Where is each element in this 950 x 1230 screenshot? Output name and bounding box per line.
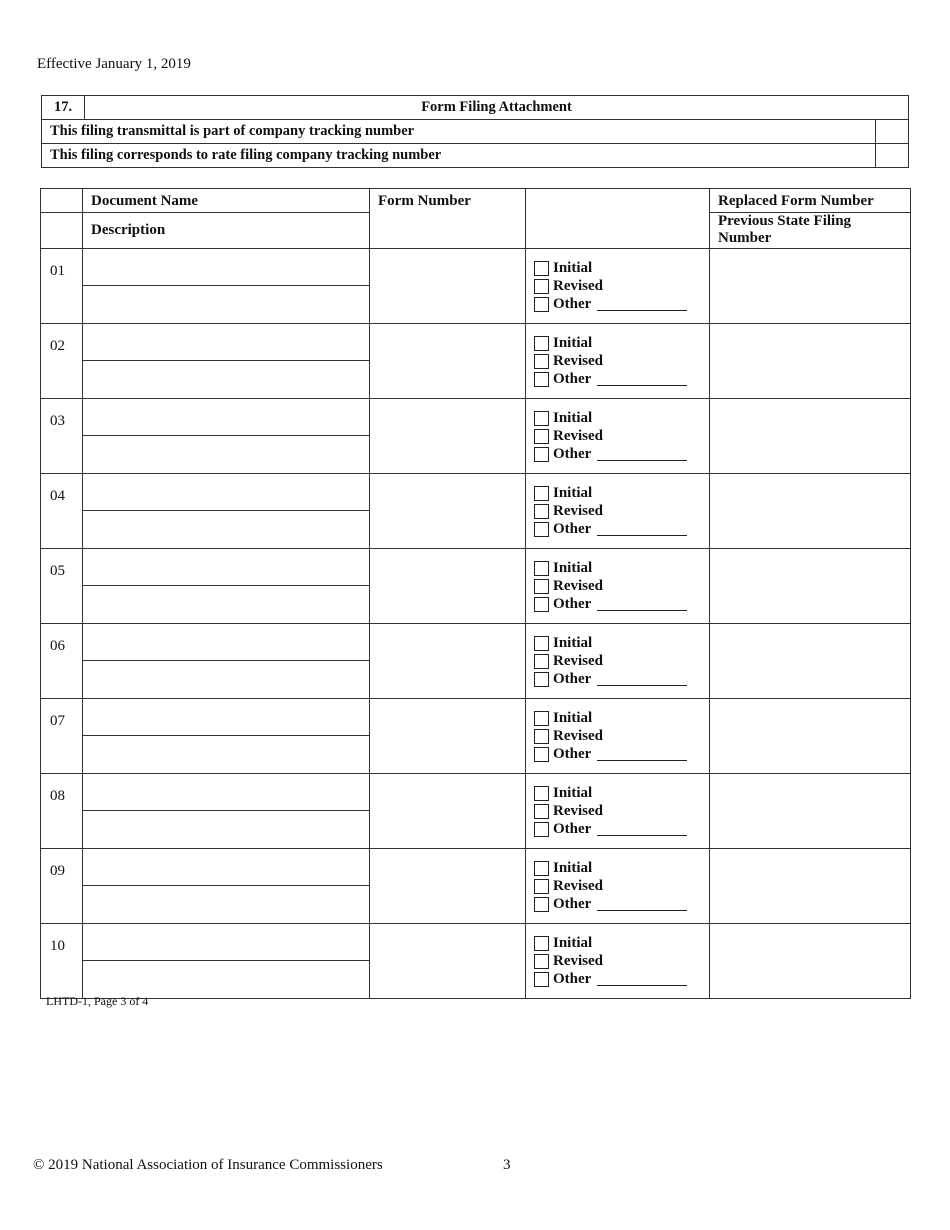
header-form-number: Form Number	[370, 189, 526, 249]
other-label: Other	[553, 896, 592, 912]
document-cell	[83, 699, 370, 774]
form-number-field[interactable]	[370, 399, 526, 474]
description-field[interactable]	[83, 811, 369, 848]
document-cell	[83, 249, 370, 324]
header-replaced-form-number: Replaced Form Number	[710, 189, 911, 213]
other-text-field[interactable]	[597, 522, 687, 536]
description-field[interactable]	[83, 361, 369, 398]
table-row	[41, 849, 911, 924]
document-cell	[83, 549, 370, 624]
revised-checkbox[interactable]	[534, 804, 549, 819]
other-text-field[interactable]	[597, 972, 687, 986]
other-text-field[interactable]	[597, 372, 687, 386]
copyright: © 2019 National Association of Insurance Commissioners	[33, 1157, 383, 1173]
row-number: 04	[41, 474, 83, 549]
replaced-form-field[interactable]	[710, 249, 911, 324]
revised-checkbox[interactable]	[534, 354, 549, 369]
initial-label: Initial	[553, 335, 593, 351]
table-row	[41, 699, 911, 774]
replaced-form-field[interactable]	[710, 924, 911, 999]
other-text-field[interactable]	[597, 597, 687, 611]
other-label: Other	[553, 821, 592, 837]
revised-label: Revised	[553, 878, 603, 894]
form-number-field[interactable]	[370, 324, 526, 399]
replaced-form-field[interactable]	[710, 324, 911, 399]
revised-label: Revised	[553, 428, 603, 444]
document-cell	[83, 774, 370, 849]
initial-label: Initial	[553, 560, 593, 576]
replaced-form-field[interactable]	[710, 399, 911, 474]
status-options	[526, 924, 710, 999]
revised-label: Revised	[553, 278, 603, 294]
header-blank-2	[41, 213, 83, 249]
form-page-id: LHTD-1, Page 3 of 4	[46, 994, 149, 1008]
revised-checkbox[interactable]	[534, 504, 549, 519]
revised-checkbox[interactable]	[534, 279, 549, 294]
other-label: Other	[553, 296, 592, 312]
revised-label: Revised	[553, 803, 603, 819]
initial-checkbox[interactable]	[534, 711, 549, 726]
revised-checkbox[interactable]	[534, 879, 549, 894]
description-field[interactable]	[83, 286, 369, 323]
other-label: Other	[553, 596, 592, 612]
revised-label: Revised	[553, 728, 603, 744]
replaced-form-field[interactable]	[710, 699, 911, 774]
other-label: Other	[553, 371, 592, 387]
row-number: 10	[41, 924, 83, 999]
table-row	[41, 624, 911, 699]
table-row	[41, 549, 911, 624]
table-row	[41, 399, 911, 474]
revised-checkbox[interactable]	[534, 654, 549, 669]
initial-checkbox[interactable]	[534, 861, 549, 876]
revised-checkbox[interactable]	[534, 429, 549, 444]
other-text-field[interactable]	[597, 297, 687, 311]
initial-checkbox[interactable]	[534, 486, 549, 501]
description-field[interactable]	[83, 736, 369, 773]
document-name-field[interactable]	[83, 474, 369, 511]
other-checkbox[interactable]	[534, 972, 549, 987]
status-options	[526, 849, 710, 924]
other-checkbox[interactable]	[534, 822, 549, 837]
initial-checkbox[interactable]	[534, 786, 549, 801]
initial-label: Initial	[553, 410, 593, 426]
row-number: 08	[41, 774, 83, 849]
document-name-field[interactable]	[83, 249, 369, 286]
status-options	[526, 699, 710, 774]
form-number-field[interactable]	[370, 699, 526, 774]
form-filing-attachment-section	[41, 95, 909, 168]
other-checkbox[interactable]	[534, 522, 549, 537]
form-number-field[interactable]	[370, 924, 526, 999]
status-options	[526, 774, 710, 849]
initial-checkbox[interactable]	[534, 411, 549, 426]
other-label: Other	[553, 446, 592, 462]
document-name-field[interactable]	[83, 549, 369, 586]
page-number: 3	[503, 1157, 511, 1173]
rate-filing-tracking-label: This filing corresponds to rate filing company tracking number	[42, 144, 876, 168]
initial-label: Initial	[553, 260, 593, 276]
replaced-form-field[interactable]	[710, 774, 911, 849]
other-checkbox[interactable]	[534, 897, 549, 912]
other-label: Other	[553, 971, 592, 987]
other-text-field[interactable]	[597, 672, 687, 686]
rate-filing-tracking-field[interactable]	[876, 144, 909, 168]
document-name-field[interactable]	[83, 849, 369, 886]
header-status-blank	[526, 189, 710, 249]
description-field[interactable]	[83, 661, 369, 698]
initial-checkbox[interactable]	[534, 936, 549, 951]
table-row	[41, 474, 911, 549]
table-row	[41, 324, 911, 399]
row-number: 01	[41, 249, 83, 324]
row-number: 06	[41, 624, 83, 699]
header-description: Description	[83, 213, 370, 249]
replaced-form-field[interactable]	[710, 474, 911, 549]
description-field[interactable]	[83, 511, 369, 548]
document-name-field[interactable]	[83, 699, 369, 736]
document-cell	[83, 624, 370, 699]
table-row	[41, 774, 911, 849]
other-text-field[interactable]	[597, 822, 687, 836]
other-text-field[interactable]	[597, 747, 687, 761]
revised-label: Revised	[553, 953, 603, 969]
document-cell	[83, 924, 370, 999]
initial-checkbox[interactable]	[534, 636, 549, 651]
documents-table	[40, 188, 911, 999]
form-number-field[interactable]	[370, 624, 526, 699]
description-field[interactable]	[83, 586, 369, 623]
description-field[interactable]	[83, 961, 369, 998]
initial-label: Initial	[553, 785, 593, 801]
revised-checkbox[interactable]	[534, 954, 549, 969]
status-options	[526, 399, 710, 474]
form-number-field[interactable]	[370, 474, 526, 549]
revised-checkbox[interactable]	[534, 579, 549, 594]
document-cell	[83, 849, 370, 924]
other-checkbox[interactable]	[534, 672, 549, 687]
other-checkbox[interactable]	[534, 297, 549, 312]
status-options	[526, 474, 710, 549]
row-number: 05	[41, 549, 83, 624]
description-field[interactable]	[83, 886, 369, 923]
document-name-field[interactable]	[83, 324, 369, 361]
replaced-form-field[interactable]	[710, 849, 911, 924]
other-label: Other	[553, 521, 592, 537]
initial-checkbox[interactable]	[534, 261, 549, 276]
header-blank-1	[41, 189, 83, 213]
document-cell	[83, 474, 370, 549]
other-checkbox[interactable]	[534, 597, 549, 612]
initial-label: Initial	[553, 485, 593, 501]
other-label: Other	[553, 746, 592, 762]
initial-label: Initial	[553, 635, 593, 651]
replaced-form-field[interactable]	[710, 549, 911, 624]
transmittal-tracking-field[interactable]	[876, 120, 909, 144]
transmittal-tracking-label: This filing transmittal is part of company tracking number	[42, 120, 876, 144]
status-options	[526, 549, 710, 624]
form-number-field[interactable]	[370, 774, 526, 849]
initial-label: Initial	[553, 860, 593, 876]
other-checkbox[interactable]	[534, 747, 549, 762]
revised-checkbox[interactable]	[534, 729, 549, 744]
replaced-form-field[interactable]	[710, 624, 911, 699]
status-options	[526, 324, 710, 399]
row-number: 02	[41, 324, 83, 399]
form-number-field[interactable]	[370, 549, 526, 624]
document-name-field[interactable]	[83, 399, 369, 436]
form-number-field[interactable]	[370, 249, 526, 324]
revised-label: Revised	[553, 578, 603, 594]
row-number: 07	[41, 699, 83, 774]
revised-label: Revised	[553, 353, 603, 369]
document-name-field[interactable]	[83, 624, 369, 661]
section-number: 17.	[42, 96, 85, 120]
effective-date: Effective January 1, 2019	[37, 56, 191, 72]
document-name-field[interactable]	[83, 774, 369, 811]
revised-label: Revised	[553, 653, 603, 669]
initial-checkbox[interactable]	[534, 561, 549, 576]
header-previous-state-filing: Previous State Filing Number	[710, 213, 911, 249]
document-cell	[83, 399, 370, 474]
other-text-field[interactable]	[597, 897, 687, 911]
description-field[interactable]	[83, 436, 369, 473]
row-number: 09	[41, 849, 83, 924]
other-checkbox[interactable]	[534, 372, 549, 387]
header-document-name: Document Name	[83, 189, 370, 213]
status-options	[526, 249, 710, 324]
section-title: Form Filing Attachment	[85, 96, 909, 120]
initial-label: Initial	[553, 935, 593, 951]
other-text-field[interactable]	[597, 447, 687, 461]
table-row	[41, 249, 911, 324]
initial-label: Initial	[553, 710, 593, 726]
other-label: Other	[553, 671, 592, 687]
document-name-field[interactable]	[83, 924, 369, 961]
other-checkbox[interactable]	[534, 447, 549, 462]
initial-checkbox[interactable]	[534, 336, 549, 351]
form-number-field[interactable]	[370, 849, 526, 924]
document-cell	[83, 324, 370, 399]
document-rows	[41, 249, 911, 999]
status-options	[526, 624, 710, 699]
row-number: 03	[41, 399, 83, 474]
table-row	[41, 924, 911, 999]
revised-label: Revised	[553, 503, 603, 519]
